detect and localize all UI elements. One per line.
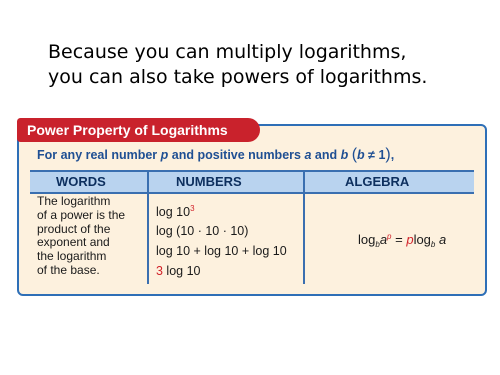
numbers-line-1 xyxy=(156,204,195,219)
numbers-coefficient: 3 xyxy=(156,264,163,278)
algebra-log-1: log xyxy=(358,232,376,247)
intro-text xyxy=(48,40,488,90)
intro-line-1: Because you can multiply logarithms, xyxy=(48,41,407,63)
numbers-log-rest: log 10 xyxy=(162,264,201,278)
numbers-line-2: log (10 · 10 · 10) xyxy=(156,224,249,238)
card-title: Power Property of Logarithms xyxy=(17,118,260,142)
algebra-formula xyxy=(358,232,446,249)
condition-mid: and positive numbers xyxy=(168,148,305,162)
algebra-exponent-p: p xyxy=(387,232,392,241)
condition-var-a: a xyxy=(304,148,312,162)
header-words: WORDS xyxy=(56,174,106,189)
algebra-log-2: log xyxy=(413,232,431,247)
numbers-line-3: log 10 + log 10 + log 10 xyxy=(156,244,287,258)
condition-var-b: b xyxy=(340,148,349,162)
condition-paren-close: ) xyxy=(385,146,391,163)
condition-var-p: p xyxy=(160,148,169,162)
condition-suffix: , xyxy=(390,148,395,162)
words-line: product of the xyxy=(37,221,111,236)
condition-neq: ≠ 1 xyxy=(364,148,386,162)
column-divider-2 xyxy=(303,172,305,284)
algebra-base-1: b xyxy=(375,240,380,249)
intro-line-2: you can also take powers of logarithms. xyxy=(48,66,428,88)
algebra-a-2: a xyxy=(435,232,447,247)
header-algebra: ALGEBRA xyxy=(345,174,410,189)
words-line: the logarithm xyxy=(37,249,107,264)
condition-and: and xyxy=(311,148,341,162)
condition-var-b2: b xyxy=(357,148,365,162)
words-line: of the base. xyxy=(37,262,100,277)
algebra-coefficient-p: p xyxy=(406,232,414,247)
condition-prefix: For any real number xyxy=(37,148,161,162)
algebra-a-1: a xyxy=(379,232,388,247)
condition-text xyxy=(37,146,394,164)
table-header xyxy=(30,170,474,194)
numbers-log: log 10 xyxy=(156,205,191,219)
algebra-equals: = xyxy=(391,232,407,247)
words-line: The logarithm xyxy=(37,194,111,208)
algebra-base-2: b xyxy=(430,240,436,249)
words-column xyxy=(37,195,149,278)
numbers-line-4 xyxy=(156,264,200,278)
numbers-exponent: 3 xyxy=(190,204,195,213)
words-line: of a power is the xyxy=(37,207,126,222)
condition-paren-open: ( xyxy=(351,146,358,163)
header-numbers: NUMBERS xyxy=(176,174,242,189)
words-line: exponent and xyxy=(37,235,110,250)
